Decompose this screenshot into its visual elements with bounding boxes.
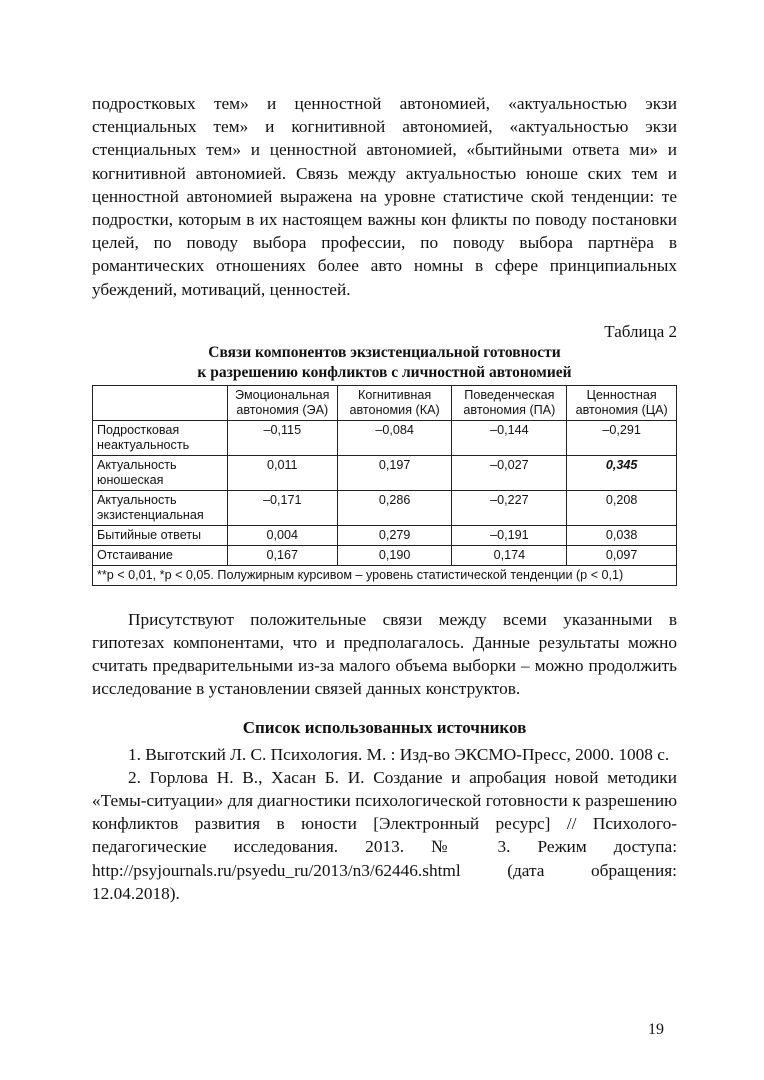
table-cell: 0,197 — [337, 455, 452, 490]
table-row — [93, 525, 677, 545]
table-cell: –0,027 — [452, 455, 567, 490]
table-cell: 0,167 — [227, 545, 337, 565]
table-row — [93, 490, 677, 525]
page-content — [92, 92, 677, 905]
table-cell: –0,084 — [337, 420, 452, 455]
row-label: Отстаивание — [93, 545, 228, 565]
table-cell-emphasized: 0,345 — [567, 455, 677, 490]
intro-line: стенциальных тем» и когнитивной автономией, «актуальностью экзи — [92, 117, 677, 137]
intro-line: фликты по поводу постановки целей, по поводу выбора профессии, — [92, 210, 677, 253]
table-title — [92, 343, 677, 383]
table-cell: –0,115 — [227, 420, 337, 455]
table-header-cell: Когнитивная автономия (КА) — [337, 385, 452, 420]
references-title: Список использованных источников — [242, 717, 527, 737]
table-cell: –0,144 — [452, 420, 567, 455]
intro-line: ми» и когнитивной автономией. Связь между актуальностью юноше — [92, 140, 677, 183]
table-cell: –0,227 — [452, 490, 567, 525]
intro-line: номны в сфере принципиальных убеждений, мотиваций, ценностей. — [92, 256, 677, 299]
row-label: Бытийные ответы — [93, 525, 228, 545]
row-label: Актуальность юношеская — [93, 455, 228, 490]
intro-line: ской тенденции: те подростки, которым в их настоящем важны кон — [92, 186, 677, 230]
table-row — [93, 455, 677, 490]
intro-line: по поводу выбора партнёра в романтических отношениях более авто — [92, 233, 677, 276]
table-header-cell — [93, 385, 228, 420]
row-label: Актуальность экзистенциальная — [93, 490, 228, 525]
table-header-cell: Ценностная автономия (ЦА) — [567, 385, 677, 420]
table-cell: 0,279 — [337, 525, 452, 545]
table-title-line: к разрешению конфликтов с личностной автономией — [197, 363, 572, 381]
table-row — [93, 545, 677, 565]
table-cell: –0,291 — [567, 420, 677, 455]
correlation-table — [92, 385, 677, 586]
reference-item: 2. Горлова Н. В., Хасан Б. И. Создание и апробация новой методики «Темы-ситуации» для диагностики психологической готовности к разрешению конфликтов развития в юности [Электронный ресурс] // Психолого-педагогические исследования. 2013. № 3. Режим доступа: http://psyjournals.ru/psyedu_ru/2013/n3/62446.shtml (дата обращения: 12.04.2018). — [92, 767, 677, 903]
table-cell: 0,190 — [337, 545, 452, 565]
table-header-cell: Эмоциональная автономия (ЭА) — [227, 385, 337, 420]
table-header-cell: Поведенческая автономия (ПА) — [452, 385, 567, 420]
intro-paragraph — [92, 92, 677, 301]
table-cell: 0,097 — [567, 545, 677, 565]
table-cell: 0,208 — [567, 490, 677, 525]
conclusion-paragraph: Присутствуют положительные связи между всеми указанными в гипотезах компонентами, что и предполагалось. Данные результаты можно считать предварительными из-за малого объема выборки – можно продолжить исследование в установлении связей данных конструктов. — [92, 609, 677, 699]
page-number: 19 — [648, 1021, 664, 1038]
intro-line: стенциальных тем» и ценностной автономией, «бытийными ответа — [92, 140, 620, 160]
table-row — [93, 420, 677, 455]
table-cell: 0,174 — [452, 545, 567, 565]
table-cell: 0,004 — [227, 525, 337, 545]
table-note: **p < 0,01, *p < 0,05. Полужирным курсивом – уровень статистической тенденции (p < 0,1) — [93, 565, 677, 585]
table-note-row — [93, 565, 677, 585]
table-label: Таблица 2 — [604, 321, 677, 341]
intro-line: подростковых тем» и ценностной автономией, «актуальностью экзи — [92, 94, 677, 113]
table-title-line: Связи компонентов экзистенциальной готовности — [208, 343, 561, 361]
table-cell: –0,171 — [227, 490, 337, 525]
reference-item: 1. Выготский Л. С. Психология. М. : Изд-во ЭКСМО-Пресс, 2000. 1008 с. — [128, 744, 670, 764]
intro-line: ских тем и ценностной автономией выражена на уровне статистиче — [92, 163, 677, 206]
row-label: Подростковая неактуальность — [93, 420, 228, 455]
table-cell: 0,286 — [337, 490, 452, 525]
table-header-row — [93, 385, 677, 420]
table-cell: 0,011 — [227, 455, 337, 490]
table-cell: –0,191 — [452, 525, 567, 545]
table-cell: 0,038 — [567, 525, 677, 545]
